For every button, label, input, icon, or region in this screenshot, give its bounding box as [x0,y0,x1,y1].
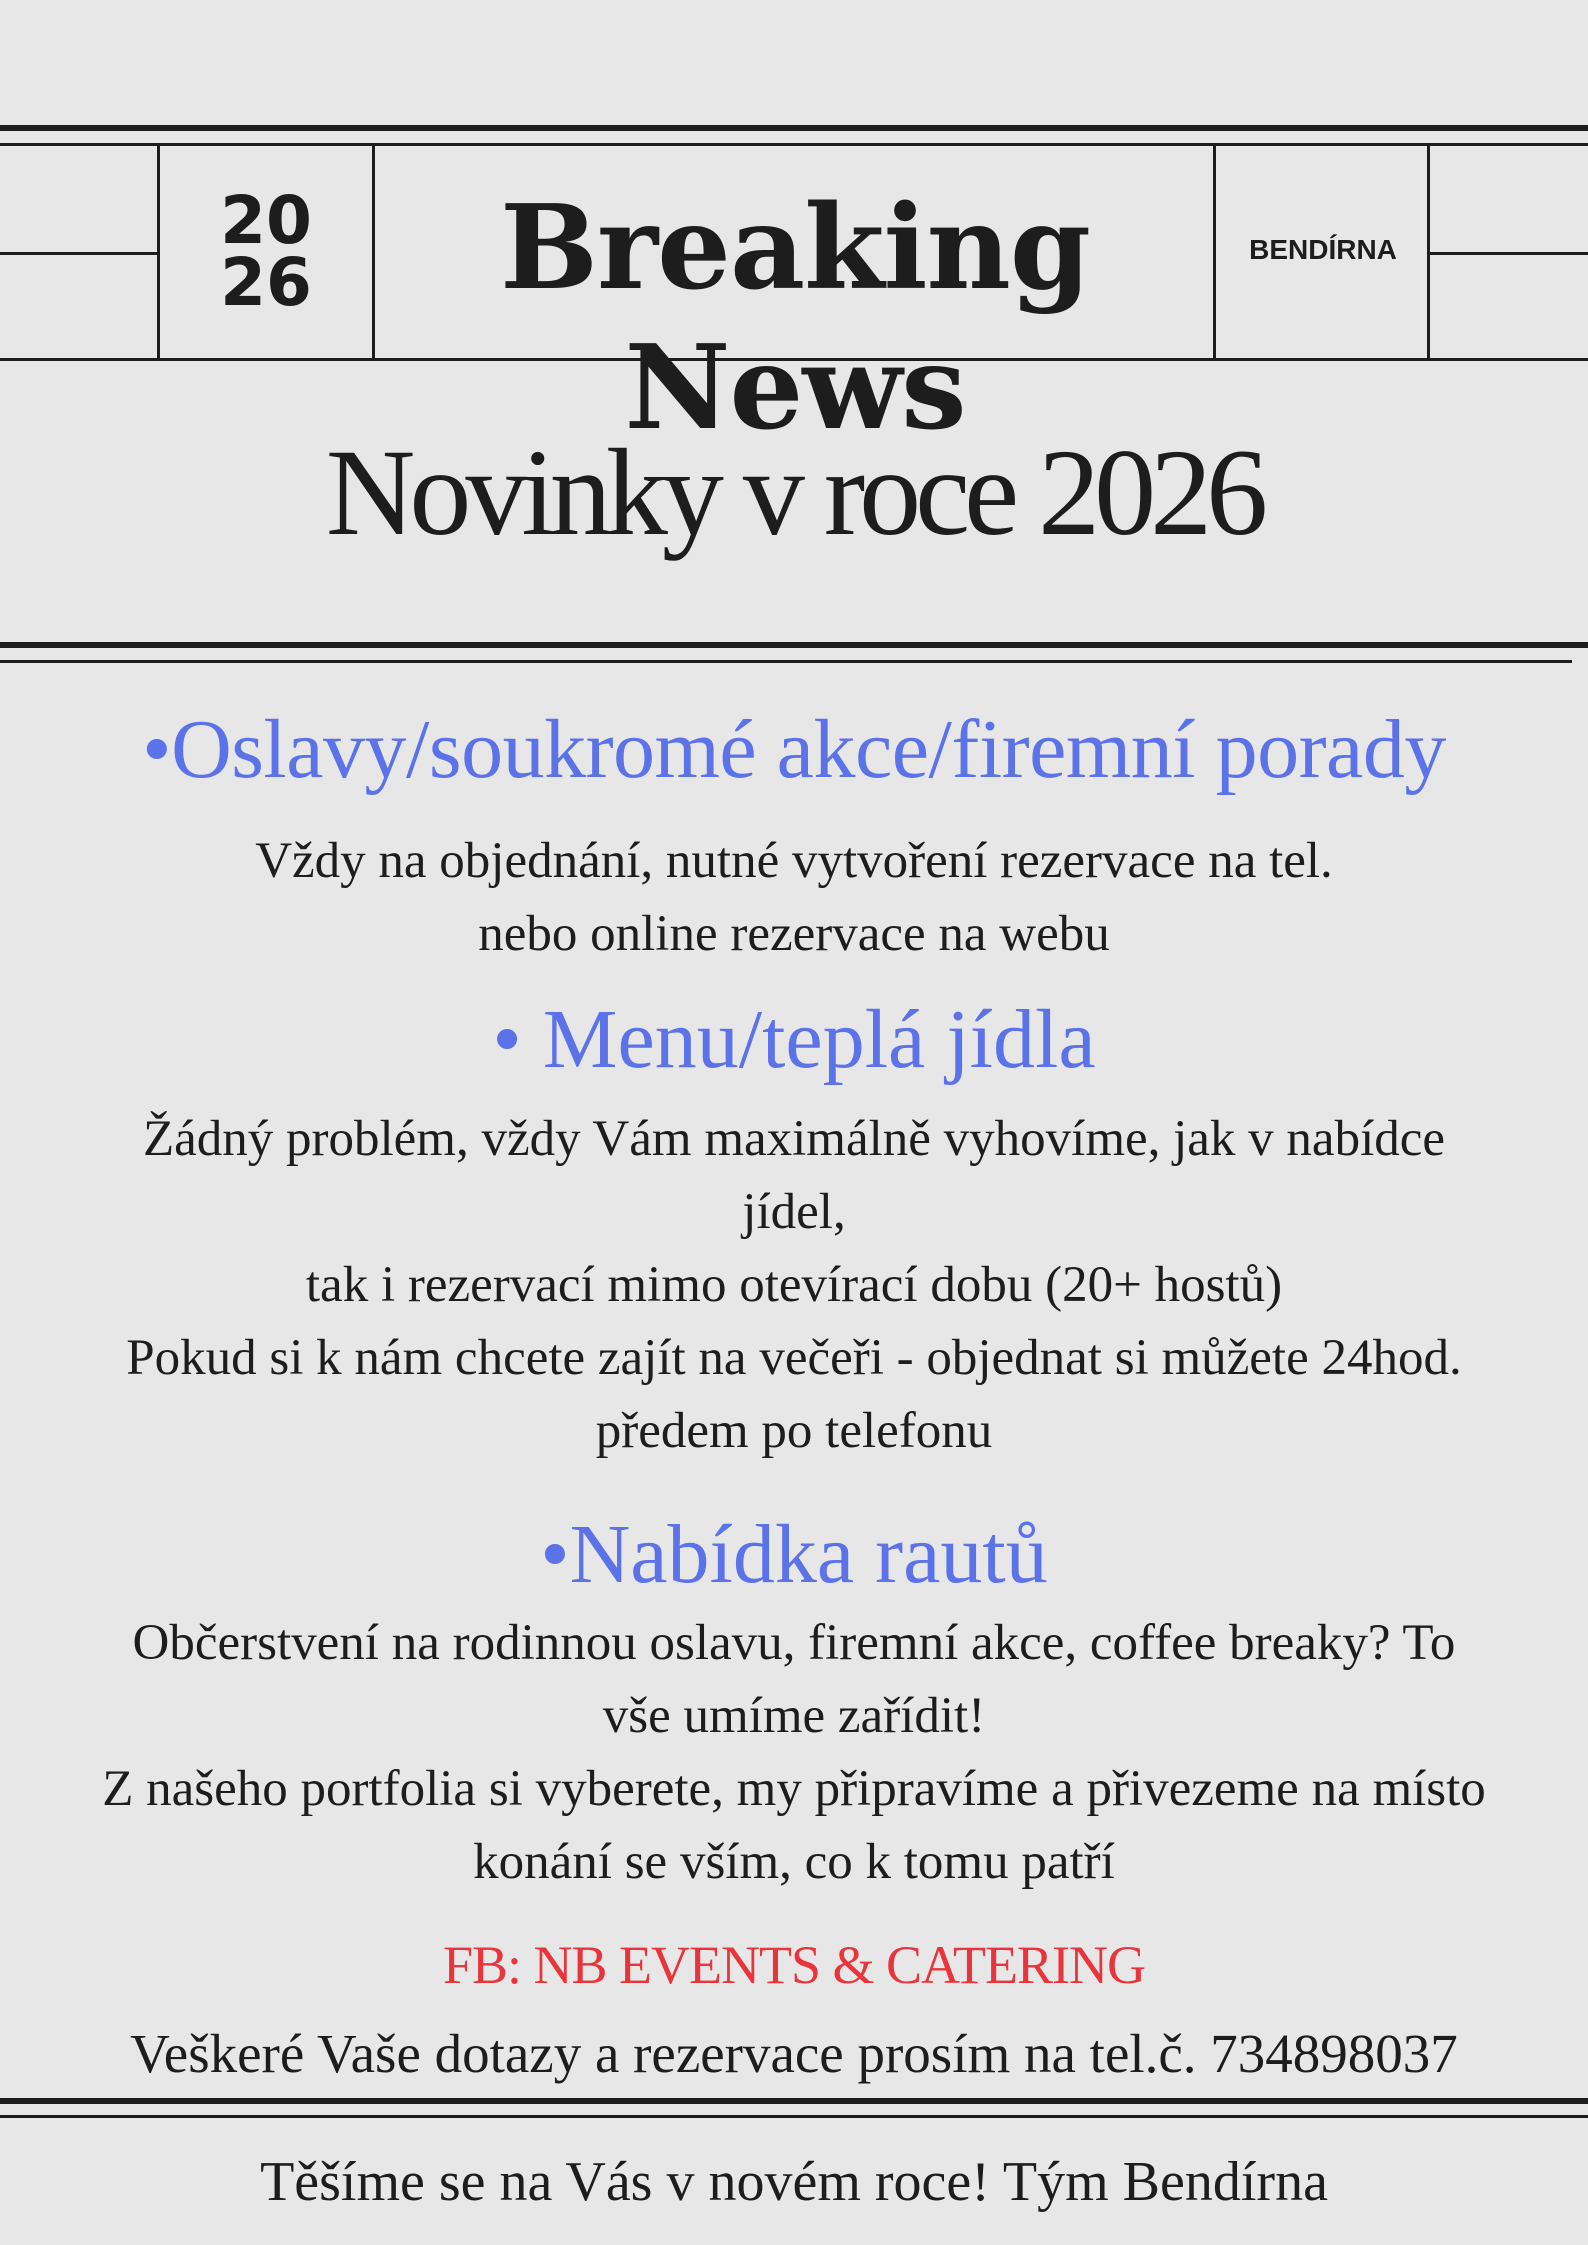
contact-line: Veškeré Vaše dotazy a rezervace prosím na tel.č. 734898037 [130,2023,1458,2084]
masthead-brand: BENDÍRNA [1249,234,1397,265]
masthead-year-top: 20 [220,182,312,259]
masthead-title: Breaking News [499,180,1090,456]
headline-rule-thick [0,642,1588,648]
section-line: jídel, [742,1184,846,1240]
section-line: Pokud si k nám chcete zajít na večeři - objednat si můžete 24hod. [126,1330,1462,1386]
masthead-year-bottom: 26 [220,244,312,321]
masthead-right-mid-rule [1428,252,1588,255]
section-title-events: •Oslavy/soukromé akce/firemní porady [142,703,1446,796]
facebook-link[interactable]: FB: NB EVENTS & CATERING [442,1935,1146,1995]
footer-rule-thick [0,2098,1588,2104]
footer-greeting: Těšíme se na Vás v novém roce! Tým Bendírna [260,2151,1328,2213]
headline-rule-thin [0,660,1572,663]
section-line: konání se vším, co k tomu patří [473,1834,1115,1890]
section-body-menu [20,1103,1568,1468]
section-title-menu: • Menu/teplá jídla [492,993,1096,1086]
section-body-events [20,825,1568,971]
masthead-year [160,182,372,321]
section-line: nebo online rezervace na webu [478,906,1110,962]
page-title: Novinky v roce 2026 [325,424,1263,561]
masthead-rule-2 [0,143,1588,146]
section-line: Občerstvení na rodinnou oslavu, firemní akce, coffee breaky? To [132,1615,1456,1671]
masthead-top-rule [0,125,1588,131]
section-line: Vždy na objednání, nutné vytvoření rezervace na tel. [255,833,1333,889]
section-title-catering: •Nabídka rautů [540,1508,1048,1601]
section-body-catering [20,1607,1568,1899]
section-line: Z našeho portfolia si vyberete, my připravíme a přivezeme na místo [102,1761,1486,1817]
section-line: předem po telefonu [595,1403,993,1459]
section-line: Žádný problém, vždy Vám maximálně vyhovíme, jak v nabídce [142,1111,1446,1167]
section-line: vše umíme zařídit! [602,1688,986,1744]
section-line: tak i rezervací mimo otevírací dobu (20+ hostů) [305,1257,1283,1313]
masthead-left-mid-rule [0,252,160,255]
footer-rule-thin [0,2115,1588,2118]
